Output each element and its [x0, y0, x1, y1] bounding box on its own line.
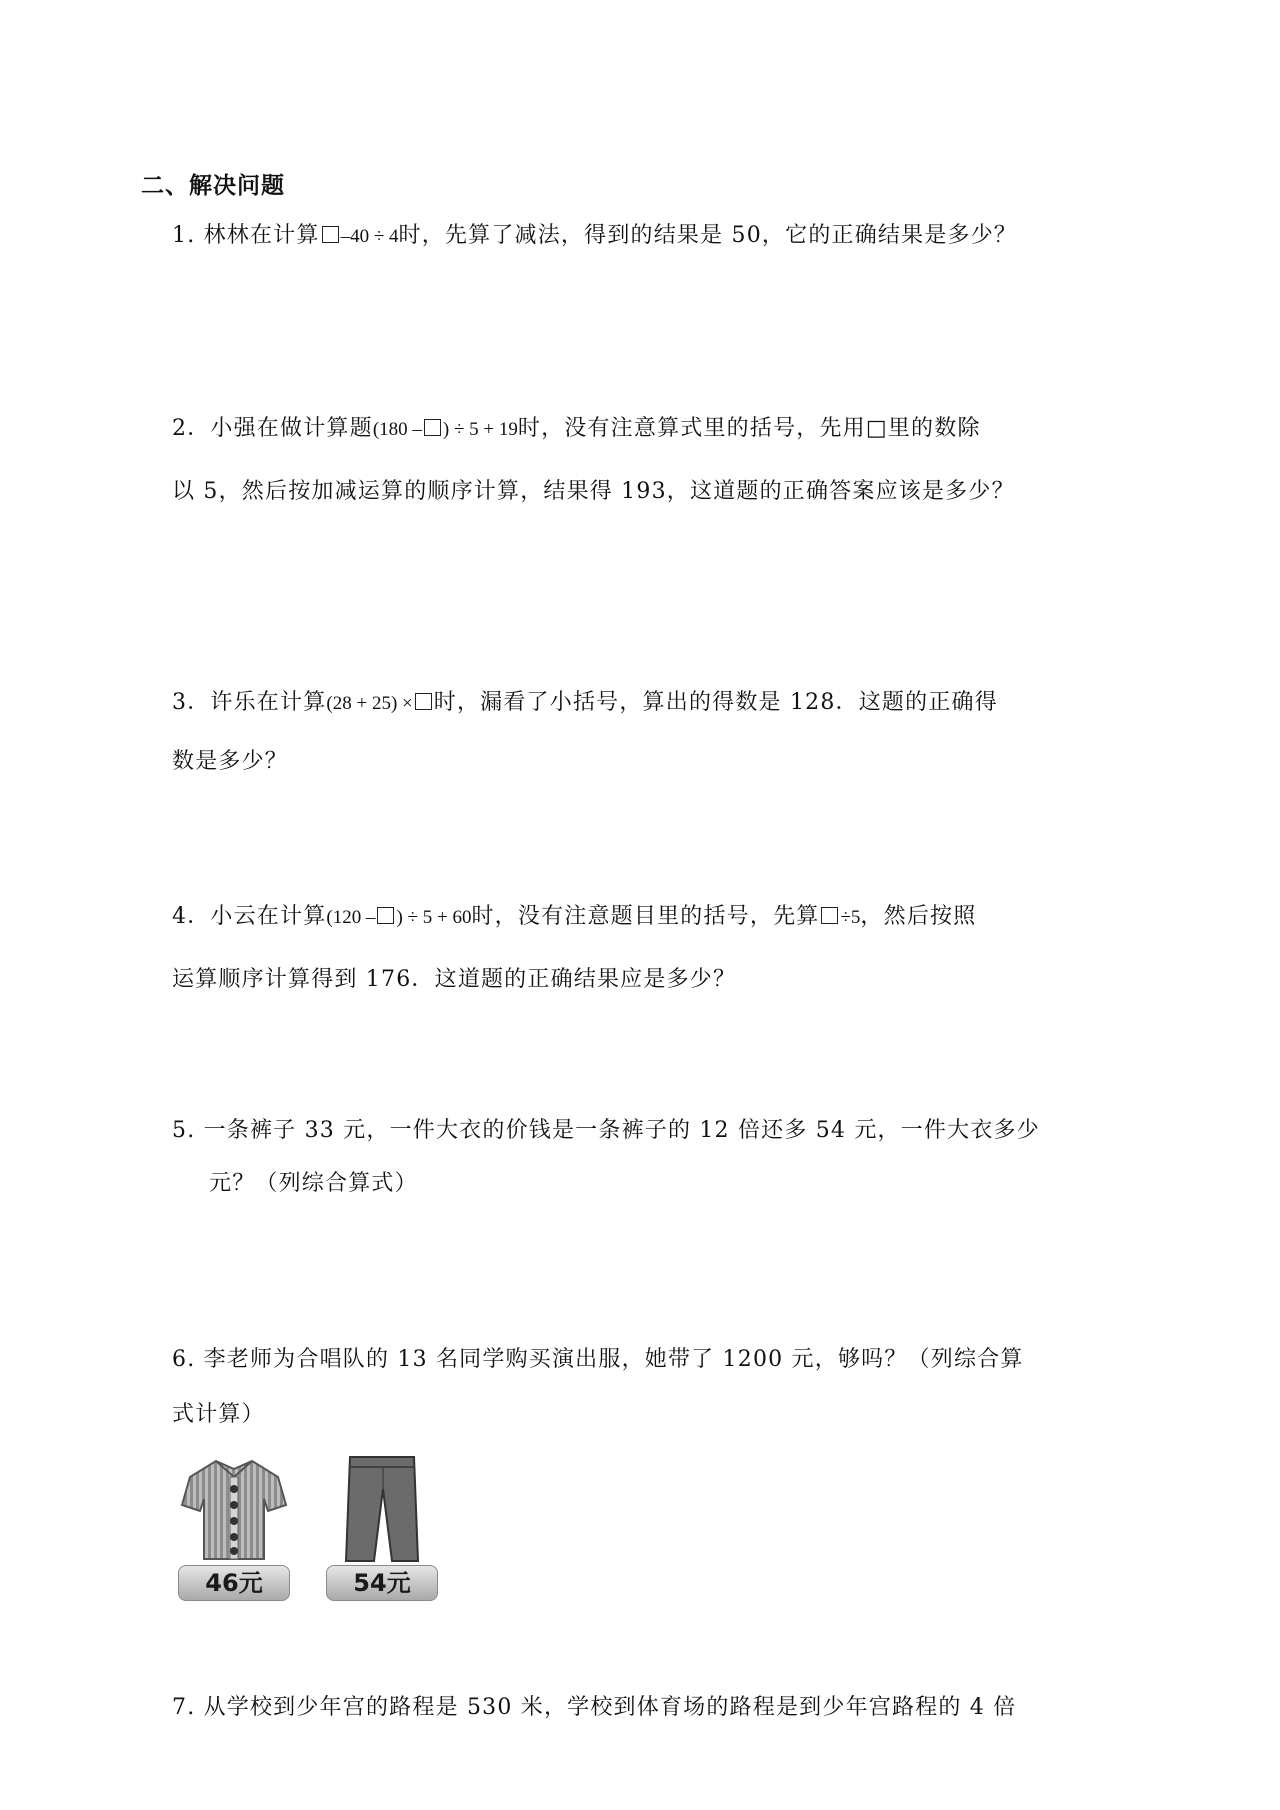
- blank-box: [821, 907, 838, 924]
- question-2-line-2: 以 5，然后按加减运算的顺序计算，结果得 193，这道题的正确答案应该是多少？: [172, 479, 1015, 504]
- trousers-price-figure: [326, 1455, 446, 1605]
- trousers-icon: [326, 1455, 438, 1565]
- shirt-price-tag: 46元: [178, 1565, 290, 1601]
- shirt-icon: [178, 1455, 290, 1565]
- question-4-line-2: 运算顺序计算得到 176．这道题的正确结果应是多少？: [172, 967, 737, 992]
- question-4-suffix-a: 时，没有注意题目里的括号，先算: [471, 904, 820, 929]
- blank-box: [322, 226, 339, 243]
- question-5-line-2: 元？（列综合算式）: [209, 1171, 418, 1196]
- question-2-expression-a: (180 –: [372, 419, 422, 440]
- question-4-expression-b: ) ÷ 5 + 60: [396, 907, 472, 928]
- blank-box: [424, 419, 441, 436]
- blank-box: [415, 693, 432, 710]
- question-2-prefix: 2．小强在做计算题: [172, 416, 373, 441]
- question-6-line-1: 6. 李老师为合唱队的 13 名同学购买演出服，她带了 1200 元，够吗？（列综合算: [172, 1347, 1024, 1372]
- question-7-line-1: 7. 从学校到少年宫的路程是 530 米，学校到体育场的路程是到少年宫路程的 4 倍: [172, 1695, 1017, 1720]
- question-4-prefix: 4．小云在计算: [172, 904, 327, 929]
- section-title: 二、解决问题: [141, 173, 285, 199]
- trousers-price-tag: 54元: [326, 1565, 438, 1601]
- shirt-price-figure: [178, 1455, 298, 1605]
- question-1: [172, 218, 1017, 249]
- question-1-suffix: 时，先算了减法，得到的结果是 50，它的正确结果是多少？: [398, 223, 1018, 248]
- question-2-suffix: 时，没有注意算式里的括号，先用□里的数除: [517, 416, 981, 441]
- question-2-expression-b: ) ÷ 5 + 19: [442, 419, 518, 440]
- blank-box: [377, 907, 394, 924]
- question-3-expression: (28 + 25) ×: [326, 693, 413, 714]
- question-3-suffix: 时，漏看了小括号，算出的得数是 128．这题的正确得: [433, 690, 998, 715]
- question-2-line-1: [172, 411, 981, 442]
- question-5-line-1: 5. 一条裤子 33 元，一件大衣的价钱是一条裤子的 12 倍还多 54 元，一件大衣多少: [172, 1118, 1040, 1143]
- question-4-line-1: [172, 899, 976, 930]
- question-4-expression-c: ÷5: [840, 907, 861, 928]
- question-1-expression: –40 ÷ 4: [340, 226, 399, 247]
- question-6-line-2: 式计算）: [172, 1402, 265, 1427]
- question-4-expression-a: (120 –: [326, 907, 376, 928]
- question-4-suffix-b: ，然后按照: [860, 904, 977, 929]
- question-3-line-2: 数是多少？: [172, 749, 289, 774]
- question-3-prefix: 3．许乐在计算: [172, 690, 327, 715]
- question-3-line-1: [172, 685, 998, 716]
- question-1-prefix: 1. 林林在计算: [172, 223, 320, 248]
